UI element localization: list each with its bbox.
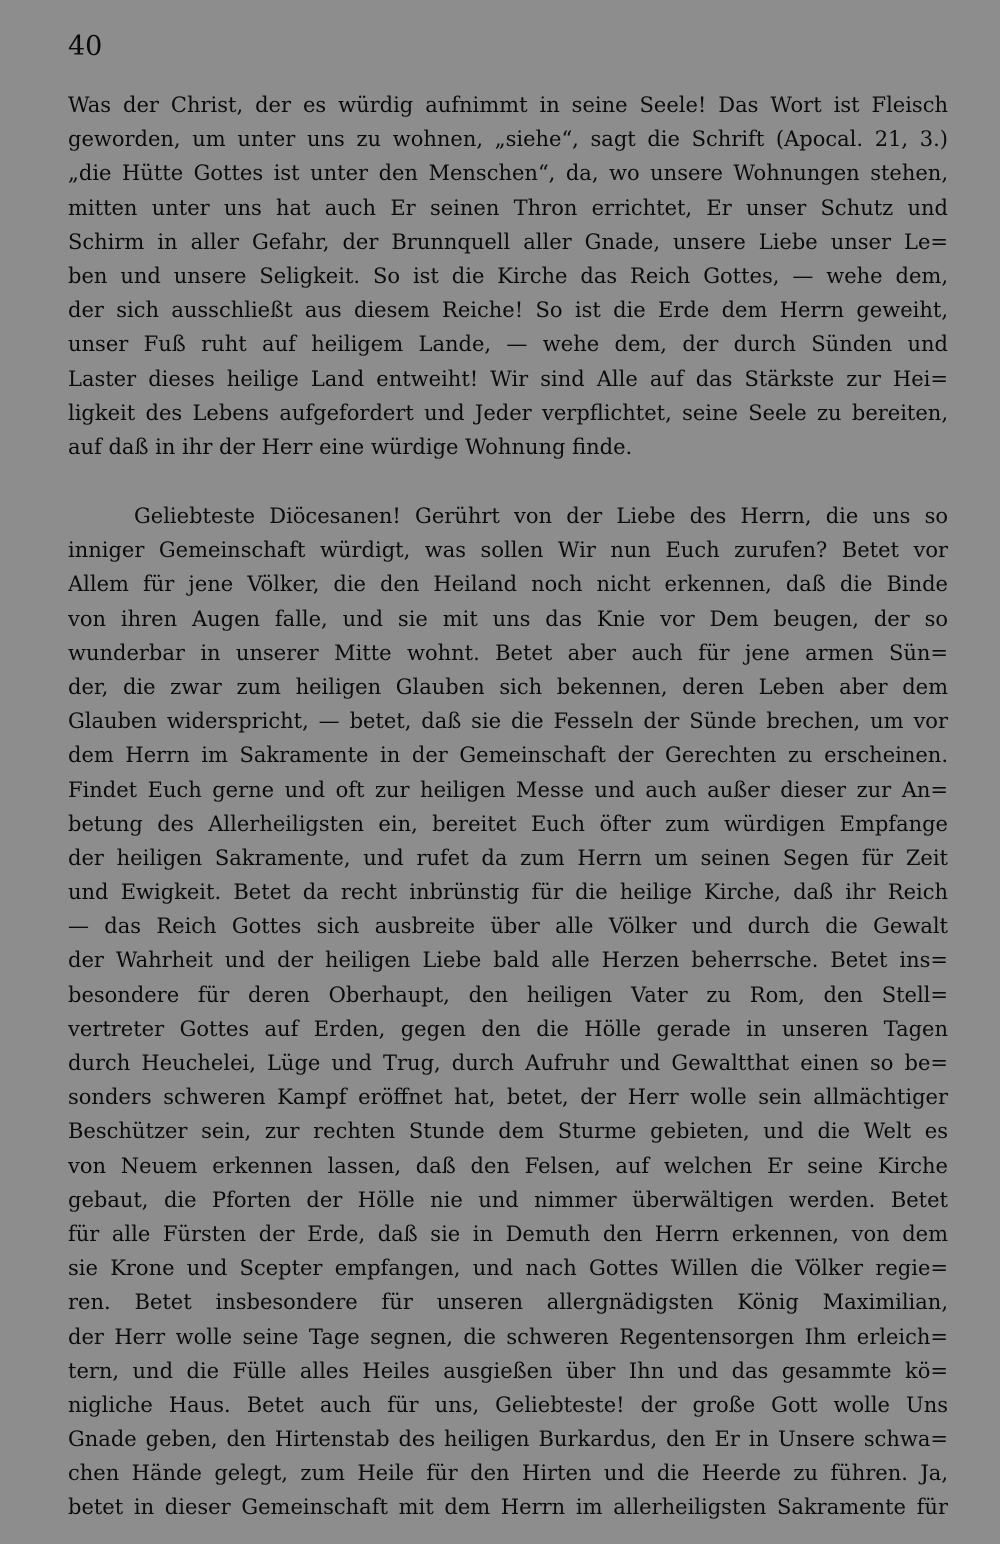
text-line: tern, und die Fülle alles Heiles ausgießen über Ihn und das gesammte kö= — [68, 1358, 948, 1383]
text-line: vertreter Gottes auf Erden, gegen den die Hölle gerade in unseren Tagen — [68, 1016, 948, 1041]
text-line: unser Fuß ruht auf heiligem Lande, — wehe dem, der durch Sünden und — [68, 332, 948, 357]
text-line: gebaut, die Pforten der Hölle nie und nimmer überwältigen werden. Betet — [68, 1187, 948, 1212]
text-line: der sich ausschließt aus diesem Reiche! So ist die Erde dem Herrn geweiht, — [68, 298, 948, 323]
text-line: für alle Fürsten der Erde, daß sie in Demuth den Herrn erkennen, von dem — [68, 1221, 948, 1246]
text-line: ligkeit des Lebens aufgefordert und Jeder verpflichtet, seine Seele zu bereiten, — [68, 400, 948, 425]
text-line: inniger Gemeinschaft würdigt, was sollen Wir nun Euch zurufen? Betet vor — [68, 538, 948, 563]
text-line: der Herr wolle seine Tage segnen, die schweren Regentensorgen Ihm erleich= — [68, 1324, 948, 1349]
text-line: auf daß in ihr der Herr eine würdige Wohnung finde. — [68, 434, 633, 459]
text-line: geworden, um unter uns zu wohnen, „siehe“, sagt die Schrift (Apocal. 21, 3.) — [68, 127, 948, 152]
text-line: dem Herrn im Sakramente in der Gemeinschaft der Gerechten zu erscheinen. — [68, 743, 948, 768]
text-line: Allem für jene Völker, die den Heiland noch nicht erkennen, daß die Binde — [68, 572, 948, 597]
text-line: besondere für deren Oberhaupt, den heiligen Vater zu Rom, den Stell= — [68, 982, 948, 1007]
text-line: durch Heuchelei, Lüge und Trug, durch Aufruhr und Gewaltthat einen so be= — [68, 1051, 948, 1075]
text-line: — das Reich Gottes sich ausbreite über alle Völker und durch die Gewalt — [68, 914, 948, 939]
text-line: sonders schweren Kampf eröffnet hat, betet, der Herr wolle sein allmächtiger — [68, 1085, 948, 1110]
text-line: Geliebteste Diöcesanen! Gerührt von der Liebe des Herrn, die uns so — [134, 504, 948, 528]
text-line: mitten unter uns hat auch Er seinen Thron errichtet, Er unser Schutz und — [68, 195, 948, 220]
paragraph-1 — [68, 88, 948, 464]
text-line: ben und unsere Seligkeit. So ist die Kirche das Reich Gottes, — wehe dem, — [68, 263, 948, 288]
text-line: Beschützer sein, zur rechten Stunde dem Sturme gebieten, und die Welt es — [68, 1119, 948, 1144]
text-line: von ihren Augen falle, und sie mit uns das Knie vor Dem beugen, der so — [68, 606, 948, 631]
text-line: chen Hände gelegt, zum Heile für den Hirten und die Heerde zu führen. Ja, — [68, 1461, 948, 1486]
text-line: nigliche Haus. Betet auch für uns, Geliebteste! der große Gott wolle Uns — [68, 1392, 948, 1417]
text-line: ren. Betet insbesondere für unseren allergnädigsten König Maximilian, — [68, 1290, 948, 1315]
text-line: Glauben widerspricht, — betet, daß sie die Fesseln der Sünde brechen, um vor — [68, 709, 948, 734]
text-line: betet in dieser Gemeinschaft mit dem Herrn im allerheiligsten Sakramente für — [68, 1495, 948, 1520]
text-line: „die Hütte Gottes ist unter den Menschen“, da, wo unsere Wohnungen stehen, — [68, 161, 948, 186]
text-line: Was der Christ, der es würdig aufnimmt in seine Seele! Das Wort ist Fleisch — [68, 93, 948, 117]
paragraph-2 — [68, 499, 948, 1525]
text-line: und Ewigkeit. Betet da recht inbrünstig für die heilige Kirche, daß ihr Reich — [68, 880, 948, 905]
text-line: Laster dieses heilige Land entweiht! Wir sind Alle auf das Stärkste zur Hei= — [68, 366, 948, 391]
text-line: sie Krone und Scepter empfangen, und nach Gottes Willen die Völker regie= — [68, 1256, 948, 1281]
text-line: Gnade geben, den Hirtenstab des heiligen Burkardus, den Er in Unsere schwa= — [68, 1427, 948, 1452]
text-line: Schirm in aller Gefahr, der Brunnquell aller Gnade, unsere Liebe unser Le= — [68, 229, 948, 254]
text-line: wunderbar in unserer Mitte wohnt. Betet aber auch für jene armen Sün= — [68, 640, 948, 665]
text-line: der heiligen Sakramente, und rufet da zum Herrn um seinen Segen für Zeit — [68, 845, 948, 870]
text-line: von Neuem erkennen lassen, daß den Felsen, auf welchen Er seine Kirche — [68, 1153, 948, 1178]
page-number: 40 — [68, 31, 103, 62]
text-line: der Wahrheit und der heiligen Liebe bald alle Herzen beherrsche. Betet ins= — [68, 948, 948, 973]
text-line: Findet Euch gerne und oft zur heiligen Messe und auch außer dieser zur An= — [68, 777, 948, 802]
text-line: der, die zwar zum heiligen Glauben sich bekennen, deren Leben aber dem — [68, 674, 948, 699]
text-line: betung des Allerheiligsten ein, bereitet Euch öfter zum würdigen Empfange — [68, 811, 948, 836]
